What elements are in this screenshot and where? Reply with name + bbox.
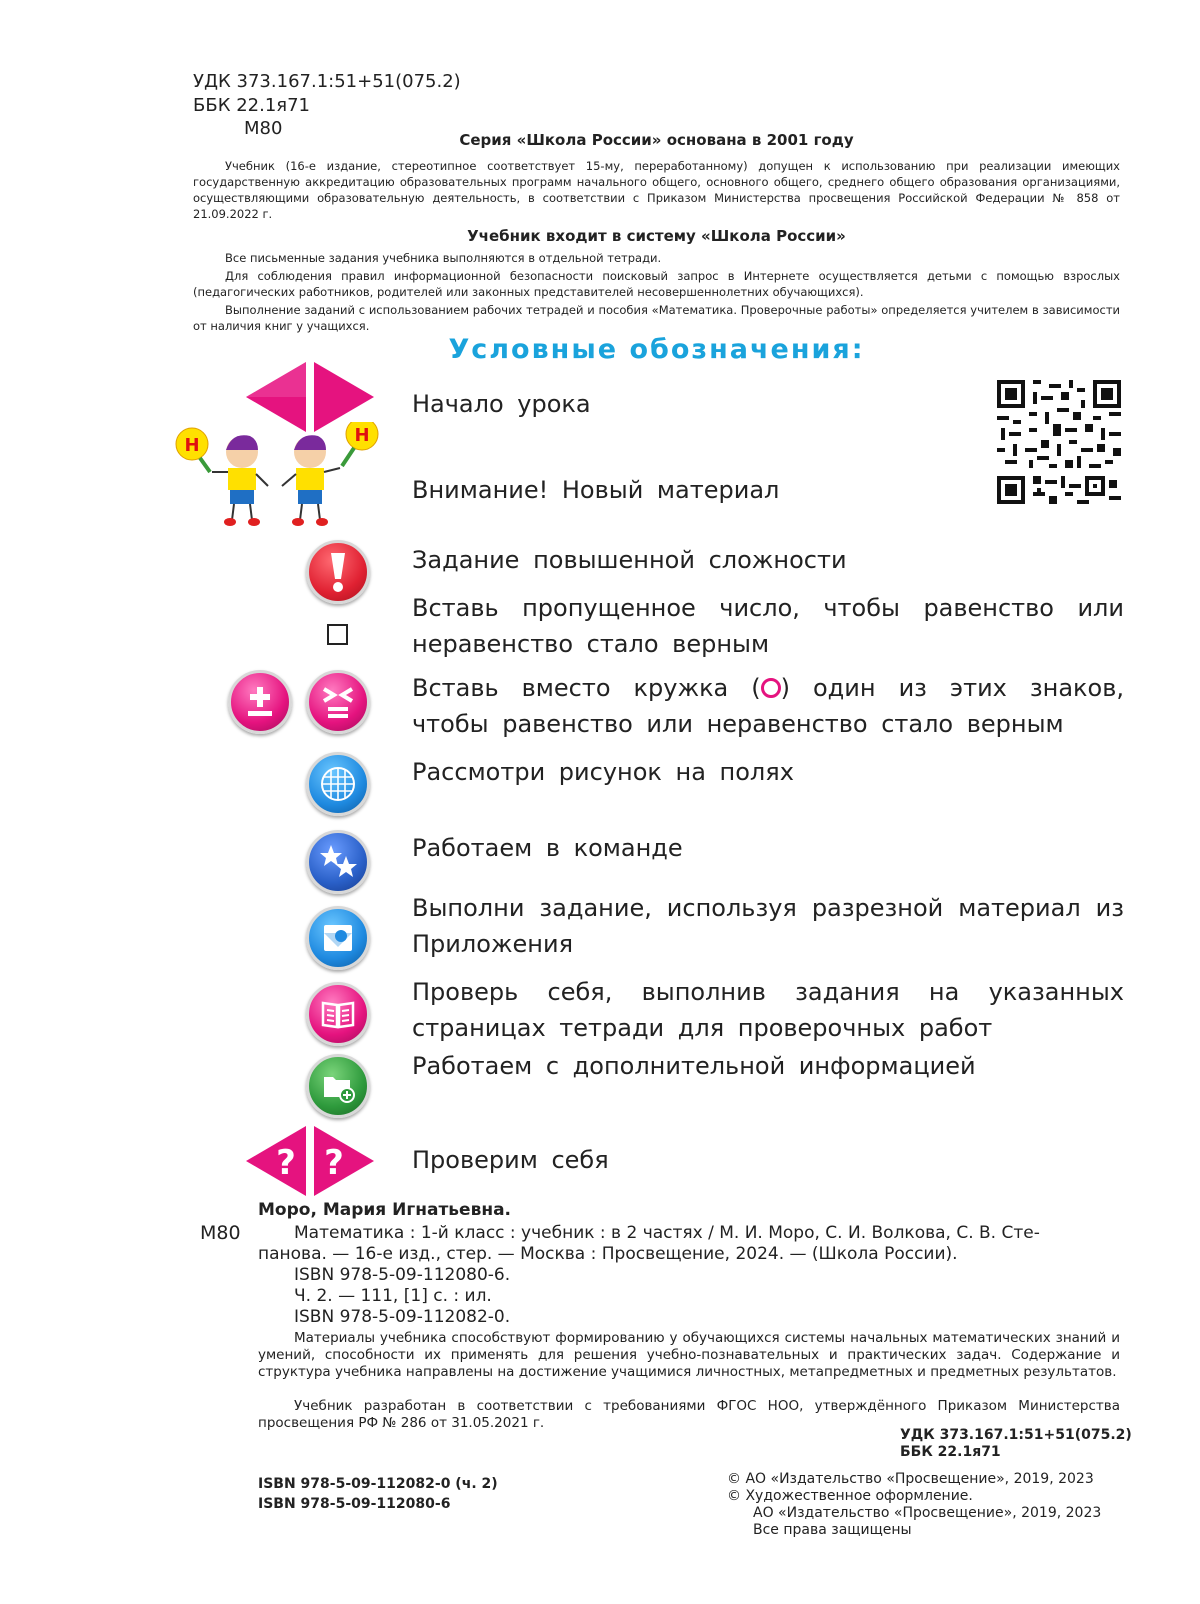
legend-lesson-start: Начало урока — [412, 390, 591, 418]
compare-signs-icon — [306, 670, 370, 734]
stars-glyph — [318, 842, 358, 882]
note-internet-safety: Для соблюдения правил информационной безопасности поисковый запрос в Интернете осуществляется детьми с помощью взрослых (педагогических работников, родителей или законных представителей несовершеннолетних обучающихся). — [193, 269, 1120, 299]
legend-insert-sign — [412, 670, 1124, 742]
legend-new-material: Внимание! Новый материал — [412, 476, 780, 504]
svg-text:Н: Н — [184, 435, 200, 456]
open-book-glyph — [319, 995, 357, 1033]
margin-picture-icon — [306, 752, 370, 816]
svg-text:Н: Н — [354, 425, 370, 446]
biblio-code: М80 — [200, 1222, 241, 1244]
legend-check-workbook: Проверь себя, выполнив задания на указанных страницах тетради для проверочных работ — [412, 978, 1124, 1042]
envelope-glyph — [319, 919, 357, 957]
legend-cut-material: Выполни задание, используя разрезной материал из Приложения — [412, 894, 1124, 958]
approval-text: Учебник (16-е издание, стереотипное соответствует 15-му, переработанному) допущен к использованию при реализации имеющих государственную аккредитацию образовательных программ начального общего, основного общего, среднего общего образования организациями, осуществляющими образовательную деятельность, в соответствии с Приказом Министерства просвещения Российской Федерации № 858 от 21.09.2022 г. — [193, 159, 1120, 221]
footer-isbn-all: ISBN 978-5-09-112080-6 — [258, 1496, 451, 1512]
udk-code: УДК 373.167.1:51+51(075.2) — [193, 71, 461, 92]
biblio-author: Моро, Мария Игнатьевна. — [258, 1200, 512, 1220]
biblio-bbk: ББК 22.1я71 — [900, 1444, 1001, 1460]
author-mark: М80 — [244, 118, 283, 139]
biblio-isbn-all: ISBN 978-5-09-112080-6. — [294, 1265, 511, 1285]
new-material-kids-icon — [172, 422, 382, 532]
system-title: Учебник входит в систему «Школа России» — [467, 227, 846, 245]
legend-insert-sign-part1: Вставь вместо кружка ( — [412, 674, 761, 702]
note-written-tasks: Все письменные задания учебника выполняются в отдельной тетради. — [225, 251, 662, 265]
legend-title: Условные обозначения: — [448, 334, 865, 365]
biblio-udk: УДК 373.167.1:51+51(075.2) — [900, 1427, 1132, 1443]
biblio-line1: Математика : 1-й класс : учебник : в 2 частях / М. И. Моро, С. И. Волкова, С. В. Сте- — [294, 1223, 1040, 1243]
rights-reserved: Все права защищены — [753, 1522, 912, 1538]
legend-insert-number: Вставь пропущенное число, чтобы равенство или неравенство стало верным — [412, 594, 1124, 658]
footer-isbn-part: ISBN 978-5-09-112082-0 (ч. 2) — [258, 1476, 498, 1492]
biblio-line2: панова. — 16-е изд., стер. — Москва : Просвещение, 2024. — (Школа России). — [258, 1244, 958, 1264]
legend-teamwork: Работаем в команде — [412, 834, 683, 862]
series-title: Серия «Школа России» основана в 2001 году — [459, 131, 854, 149]
biblio-part: Ч. 2. — 111, [1] с. : ил. — [294, 1286, 492, 1306]
question-mark-left: ? — [276, 1143, 296, 1183]
legend-self-check: Проверим себя — [412, 1146, 609, 1174]
copyright-art-publisher: АО «Издательство «Просвещение», 2019, 2023 — [753, 1505, 1102, 1521]
legend-hard-task: Задание повышенной сложности — [412, 546, 847, 574]
bbk-code: ББК 22.1я71 — [193, 95, 311, 116]
self-check-icon — [244, 1124, 376, 1198]
copyright-publisher: © АО «Издательство «Просвещение», 2019, 2023 — [727, 1471, 1094, 1487]
compare-glyph — [319, 683, 357, 721]
legend-insert-sign-part2: ) один из этих знаков, чтобы равенство или неравенство стало верным — [412, 674, 1124, 738]
plus-minus-glyph — [241, 683, 279, 721]
biblio-description: Материалы учебника способствуют формированию у обучающихся системы начальных математических знаний и умений, способности их применять для решения учебно-познавательных и практических задач. Содержание и структура учебника направлены на достижение учащимися личностных, метапредметных и предметных результатов. — [258, 1330, 1120, 1380]
check-workbook-icon — [306, 982, 370, 1046]
copyright-art: © Художественное оформление. — [727, 1488, 973, 1504]
folder-plus-glyph — [319, 1067, 357, 1105]
grid-glyph — [319, 765, 357, 803]
hard-task-icon — [306, 540, 370, 604]
biblio-standard: Учебник разработан в соответствии с требованиями ФГОС НОО, утверждённого Приказом Министерства просвещения РФ № 286 от 31.05.2021 г. — [258, 1398, 1120, 1431]
plus-minus-icon — [228, 670, 292, 734]
empty-box-icon — [327, 624, 348, 645]
question-mark-right: ? — [324, 1143, 344, 1183]
legend-extra-info: Работаем с дополнительной информацией — [412, 1052, 976, 1080]
cut-material-icon — [306, 906, 370, 970]
note-workbooks: Выполнение заданий с использованием рабочих тетрадей и пособия «Математика. Проверочные работы» определяется учителем в зависимости от наличия книг у учащихся. — [193, 303, 1120, 333]
extra-info-icon — [306, 1054, 370, 1118]
circle-symbol-icon — [761, 678, 781, 698]
biblio-isbn-part: ISBN 978-5-09-112082-0. — [294, 1307, 511, 1327]
teamwork-icon — [306, 830, 370, 894]
legend-margin-picture: Рассмотри рисунок на полях — [412, 758, 794, 786]
exclamation-icon — [323, 551, 353, 593]
